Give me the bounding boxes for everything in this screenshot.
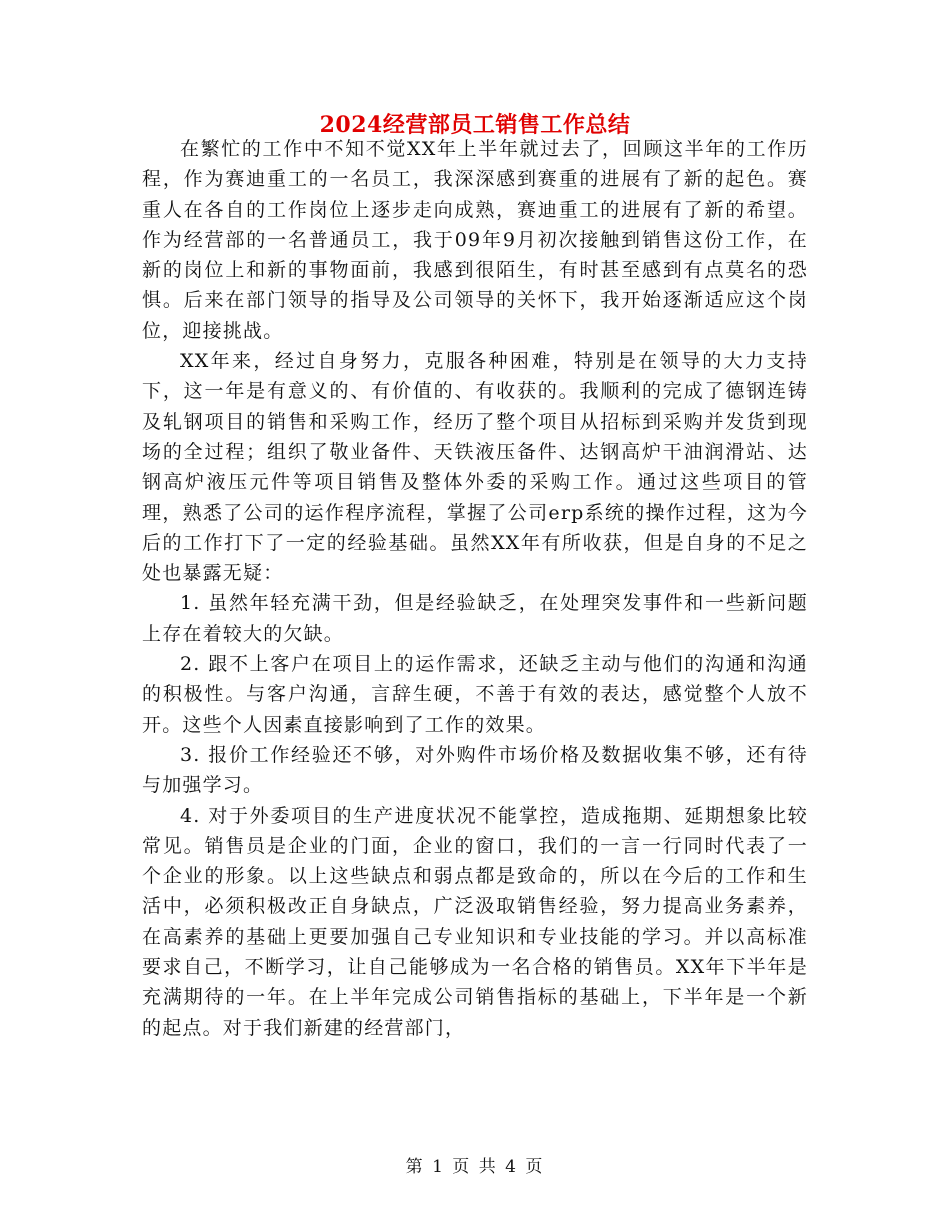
paragraph-achievements: XX年来，经过自身努力，克服各种困难，特别是在领导的大力支持下，这一年是有意义的、有价值的、有收获的。我顺利的完成了德钢连铸及轧钢项目的销售和采购工作，经历了整个项目从招标到采购并发货到现场的全过程；组织了敬业备件、天铁液压备件、达钢高炉干油润滑站、达钢高炉液压元件等项目销售及整体外委的采购工作。通过这些项目的管理，熟悉了公司的运作程序流程，掌握了公司erp系统的操作过程，这为今后的工作打下了一定的经验基础。虽然XX年有所收获，但是自身的不足之处也暴露无疑： bbox=[142, 350, 808, 585]
list-item-4: 4. 对于外委项目的生产进度状况不能掌控，造成拖期、延期想象比较常见。销售员是企业的门面，企业的窗口，我们的一言一行同时代表了一个企业的形象。以上这些缺点和弱点都是致命的，所以在今后的工作和生活中，必须积极改正自身缺点，广泛汲取销售经验，努力提高业务素养，在高素养的基础上更要加强自己专业知识和专业技能的学习。并以高标准要求自己，不断学习，让自己能够成为一名合格的销售员。XX年下半年是充满期待的一年。在上半年完成公司销售指标的基础上，下半年是一个新的起点。对于我们新建的经营部门， bbox=[142, 804, 808, 1039]
document-body bbox=[142, 134, 808, 1043]
page-footer: 第 1 页 共 4 页 bbox=[405, 1157, 545, 1177]
paragraph-intro: 在繁忙的工作中不知不觉XX年上半年就过去了，回顾这半年的工作历程，作为赛迪重工的一名员工，我深深感到赛重的进展有了新的起色。赛重人在各自的工作岗位上逐步走向成熟，赛迪重工的进展有了新的希望。作为经营部的一名普通员工，我于09年9月初次接触到销售这份工作，在新的岗位上和新的事物面前，我感到很陌生，有时甚至感到有点莫名的恐惧。后来在部门领导的指导及公司领导的关怀下，我开始逐渐适应这个岗位，迎接挑战。 bbox=[142, 138, 808, 342]
list-item-2: 2. 跟不上客户在项目上的运作需求，还缺乏主动与他们的沟通和沟通的积极性。与客户沟通，言辞生硬，不善于有效的表达，感觉整个人放不开。这些个人因素直接影响到了工作的效果。 bbox=[142, 653, 808, 736]
list-item-3: 3. 报价工作经验还不够，对外购件市场价格及数据收集不够，还有待与加强学习。 bbox=[142, 743, 808, 797]
list-item-1: 1. 虽然年轻充满干劲，但是经验缺乏，在处理突发事件和一些新问题上存在着较大的欠缺。 bbox=[142, 592, 808, 645]
page-title: 2024经营部员工销售工作总结 bbox=[319, 112, 631, 138]
